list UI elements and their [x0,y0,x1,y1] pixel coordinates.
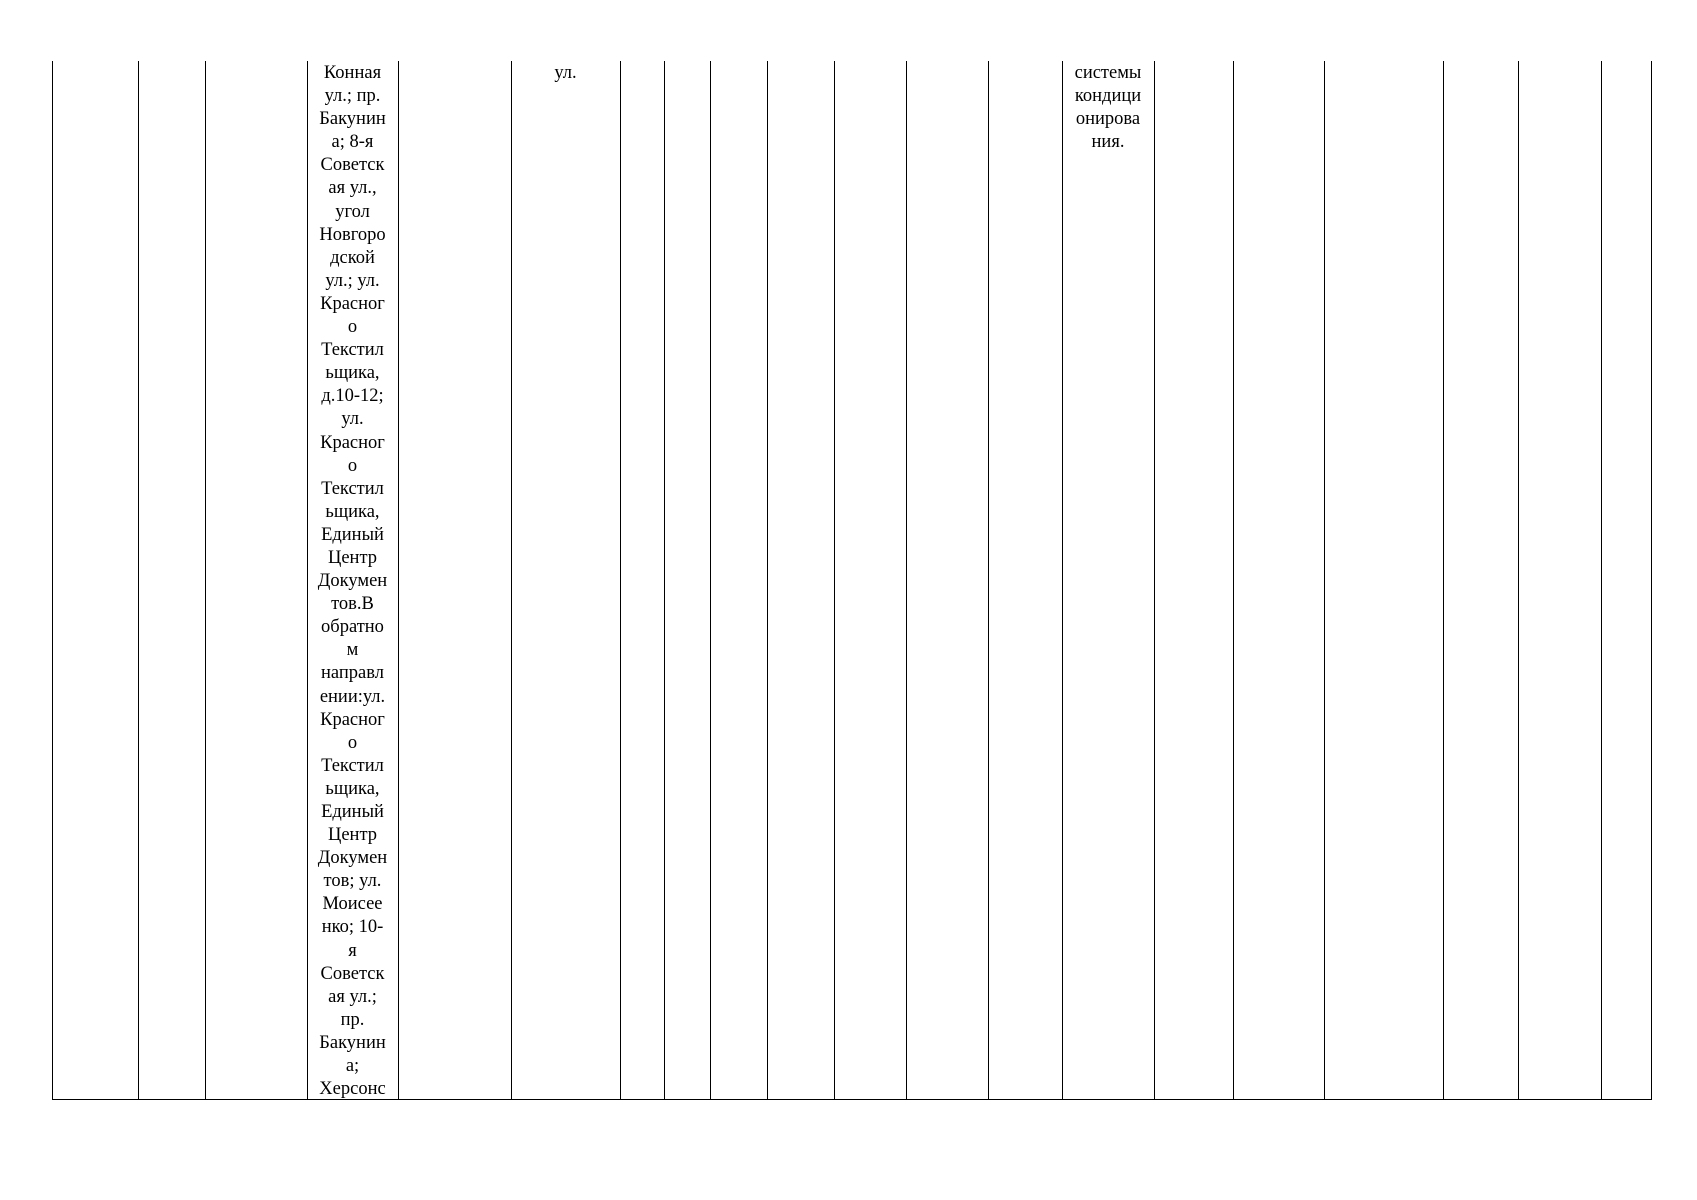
table-column-border [398,61,399,1099]
table-column-border [1443,61,1444,1099]
table-column-border [988,61,989,1099]
table-column-border [52,61,53,1099]
table-column-border [710,61,711,1099]
table-column-border [1601,61,1602,1099]
table-column-border [1233,61,1234,1099]
table-column-border [767,61,768,1099]
route-description-cell: Конная ул.; пр. Бакунин а; 8-я Советск ая ул., угол Новгоро дской ул.; ул. Красног о Текстил ьщика, д.10-12; ул. Красног о Текстил ьщика, Единый Центр Докумен тов.В обратно м направл ении:ул. Красног о Текстил ьщика, Единый Центр Докумен тов; ул. Моисее нко; 10- я Советск ая ул.; пр. Бакунин а; Херсонс [317,63,388,1100]
table-column-border [138,61,139,1099]
table-column-border [1154,61,1155,1099]
table-column-border [1651,61,1652,1099]
table-column-border [1062,61,1063,1099]
table-bottom-border [52,1099,1652,1100]
air-conditioning-cell: системы кондици онирова ния. [1074,63,1142,153]
table-column-border [511,61,512,1099]
table-column-border [1518,61,1519,1099]
table-column-border [1324,61,1325,1099]
table-column-border [664,61,665,1099]
table-column-border [834,61,835,1099]
street-cell: ул. [554,63,577,83]
table-column-border [205,61,206,1099]
table-column-border [906,61,907,1099]
table-column-border [620,61,621,1099]
